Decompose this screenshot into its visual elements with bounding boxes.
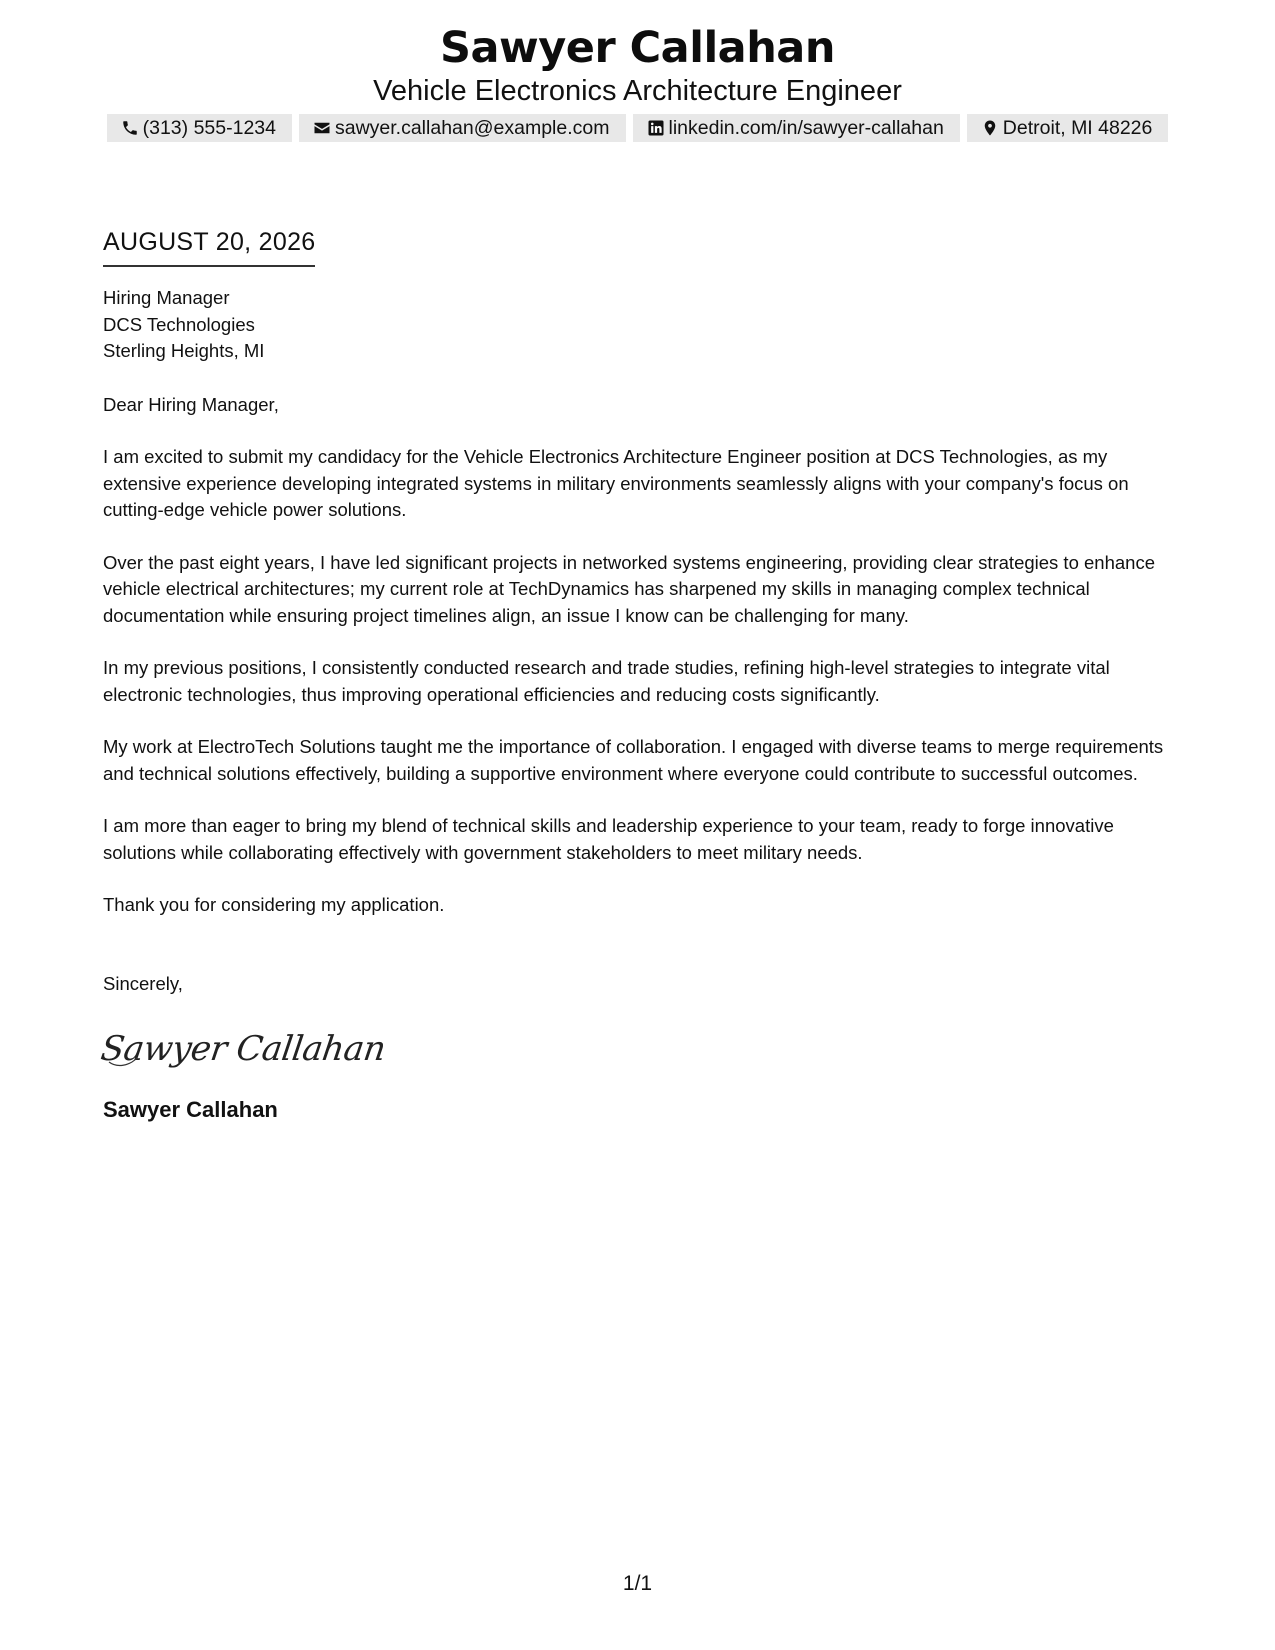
envelope-icon — [312, 118, 332, 138]
signer-name: Sawyer Callahan — [103, 1097, 278, 1122]
letter-date: AUGUST 20, 2026 — [103, 228, 316, 256]
contact-linkedin-text: linkedin.com/in/sawyer-callahan — [668, 116, 944, 139]
body-paragraph: I am more than eager to bring my blend of technical skills and leadership experience to your team, ready to forge innovative solutions while collaborating effectively with government stakeholders to meet military needs. — [103, 815, 1114, 863]
body-paragraph: Thank you for considering my application. — [103, 894, 445, 915]
recipient-line: Hiring Manager — [103, 287, 230, 308]
contact-phone — [107, 114, 292, 142]
phone-icon — [120, 118, 140, 138]
linkedin-icon — [646, 118, 666, 138]
recipient-line: Sterling Heights, MI — [103, 340, 265, 361]
recipient-line: DCS Technologies — [103, 313, 255, 335]
salutation: Dear Hiring Manager, — [103, 393, 279, 415]
body-paragraph: My work at ElectroTech Solutions taught me the importance of collaboration. I engaged with diverse teams to merge requirements and technical solutions effectively, building a supportive environment where everyone could contribute to successful outcomes. — [103, 736, 1164, 784]
contact-linkedin[interactable] — [633, 114, 960, 142]
contact-email[interactable] — [299, 114, 626, 142]
contact-bar — [0, 114, 1275, 142]
contact-location-text: Detroit, MI 48226 — [1002, 116, 1153, 139]
contact-phone-text: (313) 555-1234 — [142, 116, 276, 139]
closing: Sincerely, — [103, 972, 183, 994]
handwritten-signature — [98, 1022, 388, 1074]
applicant-name: Sawyer Callahan — [440, 23, 835, 73]
map-pin-icon — [980, 118, 1000, 138]
body-paragraph: Over the past eight years, I have led significant projects in networked systems engineering, providing clear strategies to enhance vehicle electrical architectures; my current role at TechDynamics has sharpened my skills in managing complex technical documentation while ensuring project timelines align, an issue I know can be challenging for many. — [103, 551, 1155, 626]
recipient-block — [103, 285, 1178, 365]
contact-email-text: sawyer.callahan@example.com — [334, 116, 610, 139]
date-block — [103, 224, 315, 267]
body-paragraph: In my previous positions, I consistently conducted research and trade studies, refining high-level strategies to integrate vital electronic technologies, thus improving operational efficiencies and reducing costs significantly. — [103, 657, 1110, 705]
contact-location — [967, 114, 1169, 142]
svg-text:Sawyer Callahan: Sawyer Callahan — [98, 1029, 388, 1069]
letter-body — [98, 224, 1178, 1124]
body-paragraph: I am excited to submit my candidacy for the Vehicle Electronics Architecture Engineer position at DCS Technologies, as my extensive experience developing integrated systems in military environments seamlessly aligns with your company's focus on cutting-edge vehicle power solutions. — [103, 446, 1129, 520]
applicant-title: Vehicle Electronics Architecture Engineer — [373, 75, 902, 107]
letterhead — [0, 22, 1275, 108]
page-number: 1/1 — [622, 1572, 653, 1595]
